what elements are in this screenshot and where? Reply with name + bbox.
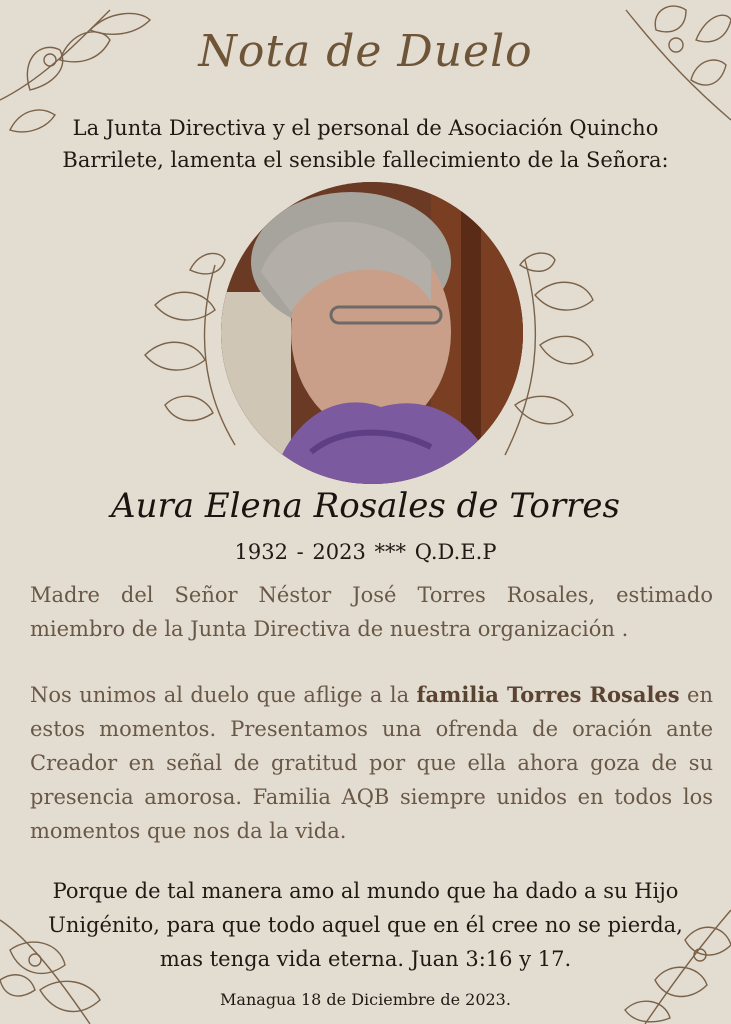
life-dates: 1932 - 2023 *** Q.D.E.P — [234, 540, 497, 564]
bible-verse: Porque de tal manera amo al mundo que ha dado a su Hijo Unigénito, para que todo aquel que en él cree no se pierda, mas tenga vida eterna. Juan 3:16 y 17. — [48, 879, 683, 971]
paragraph-text-end: en estos momentos. Presentamos una ofrenda de oración ante Creador en señal de gratitud por que ella ahora goza de su presencia amorosa. Familia AQB siempre unidos en todos los momentos que nos da la vida. — [30, 683, 713, 843]
page-title: Nota de Duelo — [198, 26, 533, 77]
place-and-date: Managua 18 de Diciembre de 2023. — [220, 990, 511, 1009]
portrait-photo — [221, 182, 523, 484]
paragraph-text-start: Nos unimos al duelo que aflige a la — [30, 683, 417, 707]
paragraph-condolences — [30, 678, 713, 848]
deceased-name: Aura Elena Rosales de Torres — [111, 486, 620, 526]
family-name-highlight: familia Torres Rosales — [416, 682, 680, 707]
paragraph-mother-of: Madre del Señor Néstor José Torres Rosales, estimado miembro de la Junta Directiva de nuestra organización . — [30, 583, 713, 641]
intro-text: La Junta Directiva y el personal de Asociación Quincho Barrilete, lamenta el sensible fallecimiento de la Señora: — [62, 116, 669, 172]
